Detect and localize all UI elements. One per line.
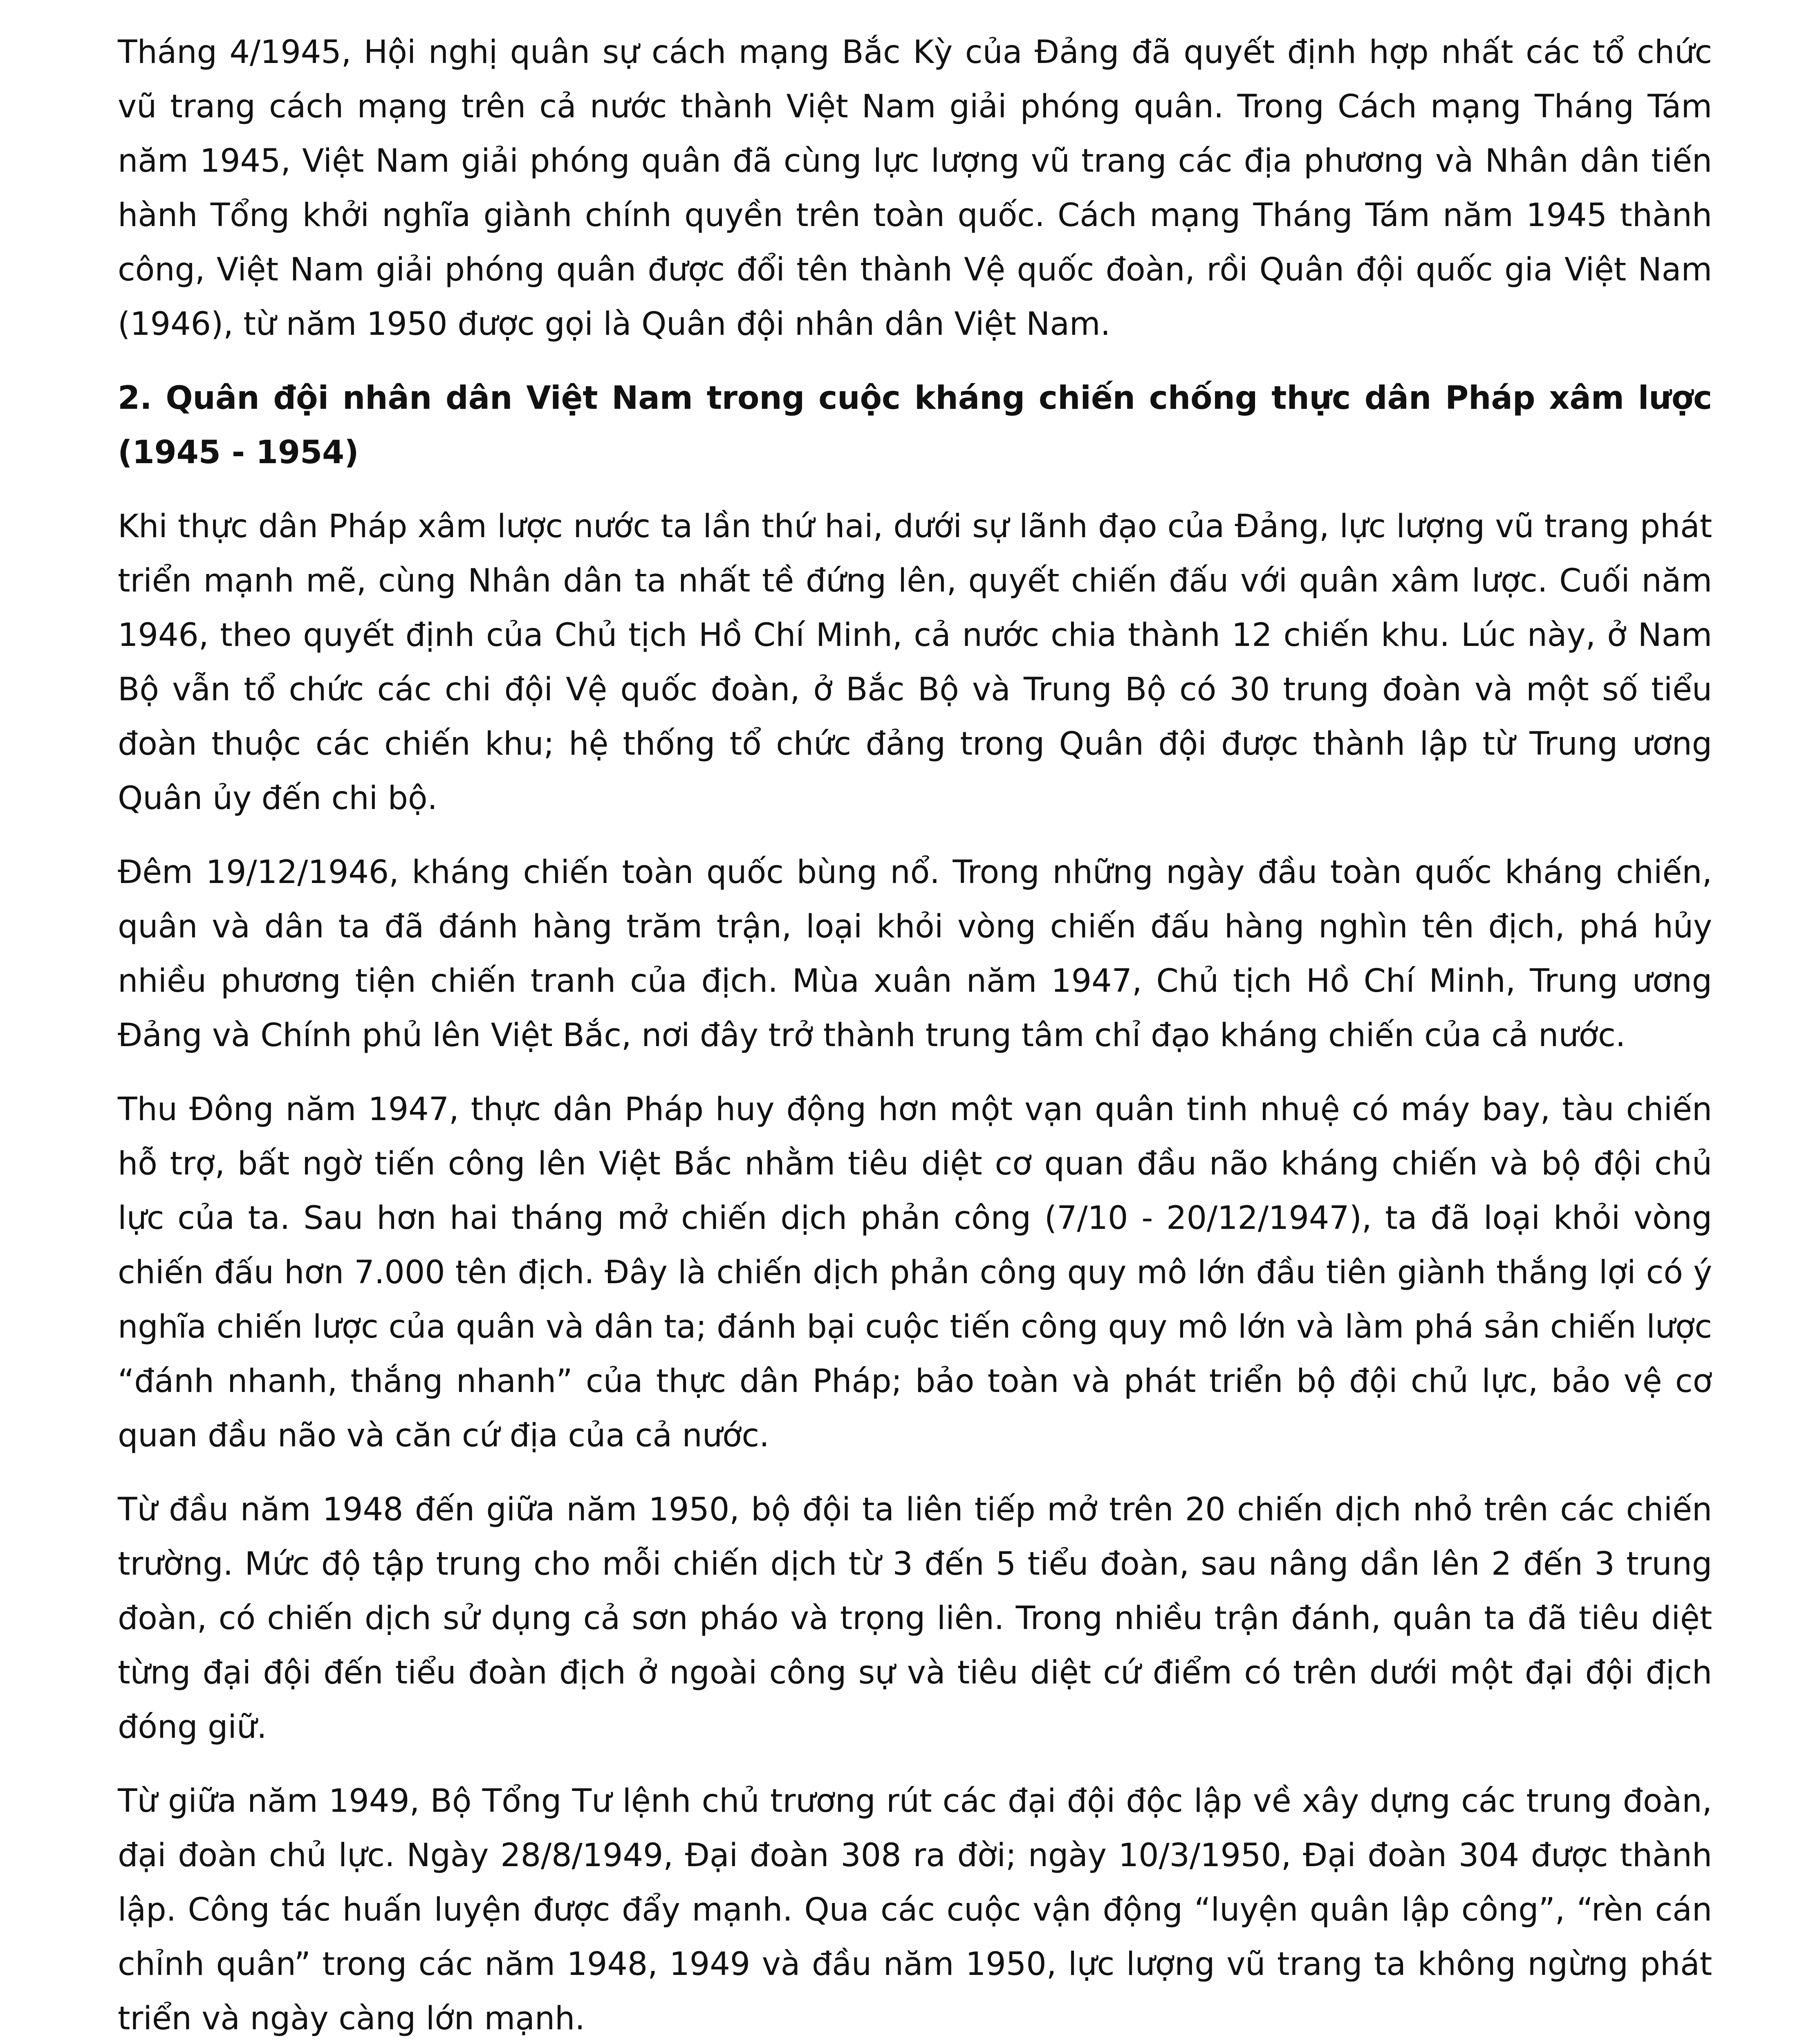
paragraph-french-invasion: Khi thực dân Pháp xâm lược nước ta lần thứ hai, dưới sự lãnh đạo của Đảng, lực lượng vũ trang phát triển mạnh mẽ, cùng Nhân dân ta nhất tề đứng lên, quyết chiến đấu với quân xâm lược. Cuối năm 1946, theo quyết định của Chủ tịch Hồ Chí Minh, cả nước chia thành 12 chiến khu. Lúc này, ở Nam Bộ vẫn tổ chức các chi đội Vệ quốc đoàn, ở Bắc Bộ và Trung Bộ có 30 trung đoàn và một số tiểu đoàn thuộc các chiến khu; hệ thống tổ chức đảng trong Quân đội được thành lập từ Trung ương Quân ủy đến chi bộ. <box>118 508 1712 817</box>
paragraph-autumn-winter-1947: Thu Đông năm 1947, thực dân Pháp huy động hơn một vạn quân tinh nhuệ có máy bay, tàu chiến hỗ trợ, bất ngờ tiến công lên Việt Bắc nhằm tiêu diệt cơ quan đầu não kháng chiến và bộ đội chủ lực của ta. Sau hơn hai tháng mở chiến dịch phản công (7/10 - 20/12/1947), ta đã loại khỏi vòng chiến đấu hơn 7.000 tên địch. Đây là chiến dịch phản công quy mô lớn đầu tiên giành thắng lợi có ý nghĩa chiến lược của quân và dân ta; đánh bại cuộc tiến công quy mô lớn và làm phá sản chiến lược “đánh nhanh, thắng nhanh” của thực dân Pháp; bảo toàn và phát triển bộ đội chủ lực, bảo vệ cơ quan đầu não và căn cứ địa của cả nước. <box>118 1091 1712 1454</box>
paragraph-1948-1950: Từ đầu năm 1948 đến giữa năm 1950, bộ đội ta liên tiếp mở trên 20 chiến dịch nhỏ trên các chiến trường. Mức độ tập trung cho mỗi chiến dịch từ 3 đến 5 tiểu đoàn, sau nâng dần lên 2 đến 3 trung đoàn, có chiến dịch sử dụng cả sơn pháo và trọng liên. Trong nhiều trận đánh, quân ta đã tiêu diệt từng đại đội đến tiểu đoàn địch ở ngoài công sự và tiêu diệt cứ điểm có trên dưới một đại đội địch đóng giữ. <box>118 1491 1712 1746</box>
paragraph-mid-1949: Từ giữa năm 1949, Bộ Tổng Tư lệnh chủ trương rút các đại đội độc lập về xây dựng các trung đoàn, đại đoàn chủ lực. Ngày 28/8/1949, Đại đoàn 308 ra đời; ngày 10/3/1950, Đại đoàn 304 được thành lập. Công tác huấn luyện được đẩy mạnh. Qua các cuộc vận động “luyện quân lập công”, “rèn cán chỉnh quân” trong các năm 1948, 1949 và đầu năm 1950, lực lượng vũ trang ta không ngừng phát triển và ngày càng lớn mạnh. <box>118 1783 1712 2037</box>
paragraph-december-1946: Đêm 19/12/1946, kháng chiến toàn quốc bùng nổ. Trong những ngày đầu toàn quốc kháng chiến, quân và dân ta đã đánh hàng trăm trận, loại khỏi vòng chiến đấu hàng nghìn tên địch, phá hủy nhiều phương tiện chiến tranh của địch. Mùa xuân năm 1947, Chủ tịch Hồ Chí Minh, Trung ương Đảng và Chính phủ lên Việt Bắc, nơi đây trở thành trung tâm chỉ đạo kháng chiến của cả nước. <box>118 854 1712 1054</box>
paragraph-april-1945: Tháng 4/1945, Hội nghị quân sự cách mạng Bắc Kỳ của Đảng đã quyết định hợp nhất các tổ chức vũ trang cách mạng trên cả nước thành Việt Nam giải phóng quân. Trong Cách mạng Tháng Tám năm 1945, Việt Nam giải phóng quân đã cùng lực lượng vũ trang các địa phương và Nhân dân tiến hành Tổng khởi nghĩa giành chính quyền trên toàn quốc. Cách mạng Tháng Tám năm 1945 thành công, Việt Nam giải phóng quân được đổi tên thành Vệ quốc đoàn, rồi Quân đội quốc gia Việt Nam (1946), từ năm 1950 được gọi là Quân đội nhân dân Việt Nam. <box>118 34 1712 343</box>
section-heading-2: 2. Quân đội nhân dân Việt Nam trong cuộc kháng chiến chống thực dân Pháp xâm lược (1945 - 1954) <box>118 380 1712 471</box>
document-page <box>118 25 1712 2044</box>
